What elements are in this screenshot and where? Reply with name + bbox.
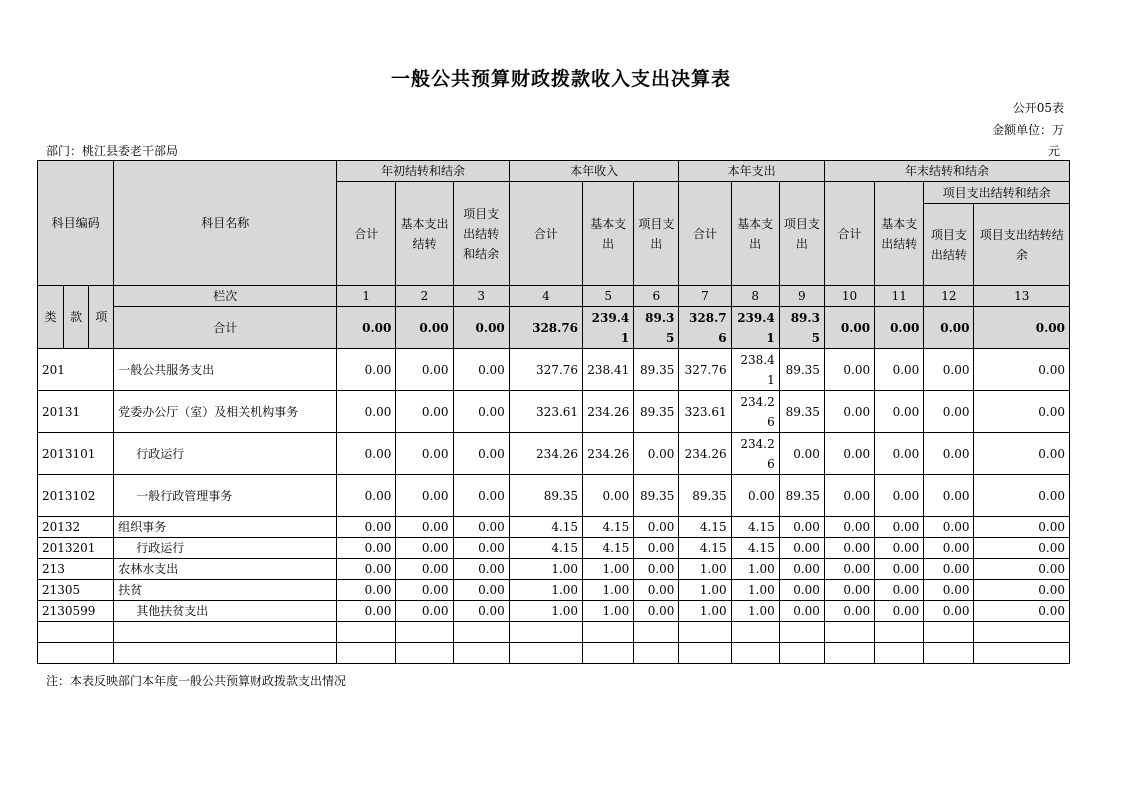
total-value: 89.35 (779, 307, 824, 349)
cell-value: 0.00 (824, 580, 874, 601)
header-end-project-carry-balance: 项目支出结转结余 (974, 204, 1070, 286)
column-index: 3 (453, 286, 509, 307)
subject-name: 行政运行 (114, 538, 337, 559)
table-row (38, 580, 1070, 601)
cell-value: 0.00 (974, 559, 1070, 580)
cell-value: 0.00 (337, 433, 396, 475)
total-row (38, 307, 1070, 349)
cell-value: 0.00 (634, 433, 679, 475)
cell-value: 0.00 (453, 517, 509, 538)
cell-value: 0.00 (974, 517, 1070, 538)
cell-value: 0.00 (924, 601, 974, 622)
cell-value: 4.15 (583, 517, 634, 538)
subject-code: 2013102 (38, 475, 114, 517)
form-number: 公开05表 (1012, 101, 1064, 115)
column-index: 7 (679, 286, 731, 307)
cell-value: 89.35 (779, 349, 824, 391)
cell-value: 0.00 (779, 580, 824, 601)
cell-value: 0.00 (824, 391, 874, 433)
subject-name: 组织事务 (114, 517, 337, 538)
cell-value: 0.00 (453, 433, 509, 475)
cell-value: 89.35 (634, 349, 679, 391)
cell-value: 89.35 (779, 391, 824, 433)
subject-name: 农林水支出 (114, 559, 337, 580)
header-end-project-group: 项目支出结转和结余 (924, 182, 1070, 204)
department-label: 部门：桃江县委老干部局 (46, 144, 179, 158)
cell-value: 0.00 (974, 580, 1070, 601)
header-income-basic: 基本支出 (583, 182, 634, 286)
cell-value: 0.00 (779, 538, 824, 559)
header-kuan: 款 (64, 286, 89, 349)
header-end-total: 合计 (824, 182, 874, 286)
total-value: 0.00 (824, 307, 874, 349)
cell-value: 0.00 (974, 391, 1070, 433)
cell-value: 4.15 (583, 538, 634, 559)
cell-value: 238.41 (731, 349, 779, 391)
header-expense-basic: 基本支出 (731, 182, 779, 286)
empty-row (38, 622, 1070, 643)
total-value: 0.00 (924, 307, 974, 349)
cell-value: 0.00 (396, 391, 453, 433)
column-index: 10 (824, 286, 874, 307)
cell-value: 0.00 (779, 559, 824, 580)
cell-value: 1.00 (679, 601, 731, 622)
cell-value: 0.00 (924, 517, 974, 538)
cell-value: 0.00 (779, 601, 824, 622)
cell-value: 4.15 (731, 517, 779, 538)
cell-value: 0.00 (396, 538, 453, 559)
cell-value: 0.00 (453, 391, 509, 433)
cell-value: 0.00 (974, 349, 1070, 391)
cell-value: 0.00 (396, 349, 453, 391)
subject-code: 2013101 (38, 433, 114, 475)
footnote: 注：本表反映部门本年度一般公共预算财政拨款支出情况 (46, 674, 347, 688)
cell-value: 1.00 (583, 559, 634, 580)
cell-value: 4.15 (679, 517, 731, 538)
cell-value: 0.00 (396, 475, 453, 517)
total-value: 0.00 (875, 307, 924, 349)
cell-value: 0.00 (824, 433, 874, 475)
cell-value: 4.15 (731, 538, 779, 559)
subject-code: 213 (38, 559, 114, 580)
cell-value: 1.00 (731, 601, 779, 622)
cell-value: 0.00 (337, 349, 396, 391)
column-index: 4 (509, 286, 582, 307)
cell-value: 0.00 (634, 517, 679, 538)
subject-code: 20131 (38, 391, 114, 433)
subject-name: 一般公共服务支出 (114, 349, 337, 391)
column-index: 5 (583, 286, 634, 307)
cell-value: 0.00 (924, 349, 974, 391)
cell-value: 4.15 (679, 538, 731, 559)
cell-value: 0.00 (875, 538, 924, 559)
header-income-total: 合计 (509, 182, 582, 286)
cell-value: 1.00 (679, 580, 731, 601)
cell-value: 234.26 (509, 433, 582, 475)
column-index: 11 (875, 286, 924, 307)
cell-value: 89.35 (634, 475, 679, 517)
cell-value: 0.00 (924, 580, 974, 601)
amount-unit-label: 金额单位：万 (991, 123, 1064, 137)
subject-code: 21305 (38, 580, 114, 601)
cell-value: 1.00 (509, 559, 582, 580)
header-expense-total: 合计 (679, 182, 731, 286)
cell-value: 323.61 (679, 391, 731, 433)
table-row (38, 433, 1070, 475)
cell-value: 0.00 (634, 559, 679, 580)
table-row (38, 517, 1070, 538)
header-group-expense: 本年支出 (679, 161, 825, 182)
table-row (38, 391, 1070, 433)
cell-value: 4.15 (509, 538, 582, 559)
cell-value: 89.35 (679, 475, 731, 517)
header-group-end-balance: 年末结转和结余 (824, 161, 1069, 182)
cell-value: 0.00 (396, 601, 453, 622)
cell-value: 0.00 (337, 517, 396, 538)
total-value: 0.00 (453, 307, 509, 349)
cell-value: 0.00 (779, 517, 824, 538)
cell-value: 1.00 (583, 601, 634, 622)
header-begin-project-carry: 项目支出结转和结余 (453, 182, 509, 286)
cell-value: 0.00 (453, 559, 509, 580)
subject-name: 行政运行 (114, 433, 337, 475)
total-label: 合计 (114, 307, 337, 349)
column-index: 13 (974, 286, 1070, 307)
cell-value: 327.76 (679, 349, 731, 391)
subject-code: 2013201 (38, 538, 114, 559)
cell-value: 0.00 (824, 538, 874, 559)
table-row (38, 538, 1070, 559)
header-income-project: 项目支出 (634, 182, 679, 286)
cell-value: 0.00 (337, 559, 396, 580)
table-row (38, 349, 1070, 391)
cell-value: 0.00 (337, 601, 396, 622)
cell-value: 0.00 (974, 433, 1070, 475)
cell-value: 0.00 (453, 475, 509, 517)
cell-value: 0.00 (396, 580, 453, 601)
cell-value: 4.15 (509, 517, 582, 538)
header-subject-code: 科目编码 (38, 161, 114, 286)
cell-value: 0.00 (337, 475, 396, 517)
cell-value: 0.00 (634, 580, 679, 601)
header-lei: 类 (38, 286, 64, 349)
cell-value: 0.00 (396, 433, 453, 475)
column-index: 6 (634, 286, 679, 307)
cell-value: 1.00 (509, 601, 582, 622)
column-index: 2 (396, 286, 453, 307)
cell-value: 1.00 (731, 559, 779, 580)
cell-value: 0.00 (824, 349, 874, 391)
cell-value: 0.00 (337, 580, 396, 601)
total-value: 239.41 (731, 307, 779, 349)
budget-table (37, 160, 1070, 664)
cell-value: 0.00 (453, 580, 509, 601)
cell-value: 0.00 (824, 559, 874, 580)
cell-value: 0.00 (453, 538, 509, 559)
cell-value: 0.00 (583, 475, 634, 517)
cell-value: 0.00 (875, 475, 924, 517)
total-value: 0.00 (396, 307, 453, 349)
cell-value: 0.00 (779, 433, 824, 475)
header-xiang: 项 (89, 286, 114, 349)
cell-value: 0.00 (974, 601, 1070, 622)
cell-value: 1.00 (731, 580, 779, 601)
cell-value: 323.61 (509, 391, 582, 433)
cell-value: 0.00 (974, 538, 1070, 559)
header-group-begin-balance: 年初结转和结余 (337, 161, 510, 182)
cell-value: 234.26 (583, 391, 634, 433)
cell-value: 0.00 (824, 475, 874, 517)
cell-value: 234.26 (731, 433, 779, 475)
cell-value: 0.00 (924, 475, 974, 517)
cell-value: 238.41 (583, 349, 634, 391)
column-index-label: 栏次 (114, 286, 337, 307)
table-row (38, 475, 1070, 517)
cell-value: 0.00 (453, 601, 509, 622)
cell-value: 0.00 (875, 433, 924, 475)
cell-value: 0.00 (875, 559, 924, 580)
page-title: 一般公共预算财政拨款收入支出决算表 (390, 68, 731, 90)
cell-value: 0.00 (337, 391, 396, 433)
cell-value: 0.00 (974, 475, 1070, 517)
total-value: 89.35 (634, 307, 679, 349)
cell-value: 89.35 (634, 391, 679, 433)
cell-value: 0.00 (875, 580, 924, 601)
subject-code: 201 (38, 349, 114, 391)
total-value: 328.76 (509, 307, 582, 349)
cell-value: 0.00 (634, 601, 679, 622)
column-index: 1 (337, 286, 396, 307)
cell-value: 0.00 (396, 517, 453, 538)
header-group-income: 本年收入 (509, 161, 679, 182)
cell-value: 0.00 (875, 349, 924, 391)
cell-value: 0.00 (824, 601, 874, 622)
cell-value: 1.00 (583, 580, 634, 601)
column-index: 9 (779, 286, 824, 307)
total-value: 0.00 (974, 307, 1070, 349)
cell-value: 0.00 (731, 475, 779, 517)
subject-code: 2130599 (38, 601, 114, 622)
cell-value: 0.00 (924, 538, 974, 559)
subject-name: 党委办公厅（室）及相关机构事务 (114, 391, 337, 433)
cell-value: 0.00 (875, 517, 924, 538)
header-end-basic-carry: 基本支出结转 (875, 182, 924, 286)
total-value: 328.76 (679, 307, 731, 349)
cell-value: 0.00 (337, 538, 396, 559)
cell-value: 327.76 (509, 349, 582, 391)
cell-value: 0.00 (924, 433, 974, 475)
subject-name: 一般行政管理事务 (114, 475, 337, 517)
header-expense-project: 项目支出 (779, 182, 824, 286)
cell-value: 0.00 (824, 517, 874, 538)
table-row (38, 601, 1070, 622)
subject-name: 扶贫 (114, 580, 337, 601)
total-value: 0.00 (337, 307, 396, 349)
cell-value: 0.00 (875, 391, 924, 433)
cell-value: 234.26 (731, 391, 779, 433)
cell-value: 0.00 (396, 559, 453, 580)
total-value: 239.41 (583, 307, 634, 349)
header-subject-name: 科目名称 (114, 161, 337, 286)
cell-value: 0.00 (634, 538, 679, 559)
cell-value: 89.35 (509, 475, 582, 517)
empty-row (38, 643, 1070, 664)
header-begin-total: 合计 (337, 182, 396, 286)
subject-name: 其他扶贫支出 (114, 601, 337, 622)
header-end-project-carry: 项目支出结转 (924, 204, 974, 286)
column-index: 12 (924, 286, 974, 307)
cell-value: 1.00 (679, 559, 731, 580)
cell-value: 234.26 (679, 433, 731, 475)
table-row (38, 559, 1070, 580)
header-begin-basic-carry: 基本支出结转 (396, 182, 453, 286)
cell-value: 0.00 (875, 601, 924, 622)
cell-value: 234.26 (583, 433, 634, 475)
amount-unit-suffix: 元 (1047, 144, 1060, 158)
column-index: 8 (731, 286, 779, 307)
cell-value: 0.00 (924, 391, 974, 433)
cell-value: 0.00 (924, 559, 974, 580)
cell-value: 89.35 (779, 475, 824, 517)
subject-code: 20132 (38, 517, 114, 538)
cell-value: 1.00 (509, 580, 582, 601)
cell-value: 0.00 (453, 349, 509, 391)
